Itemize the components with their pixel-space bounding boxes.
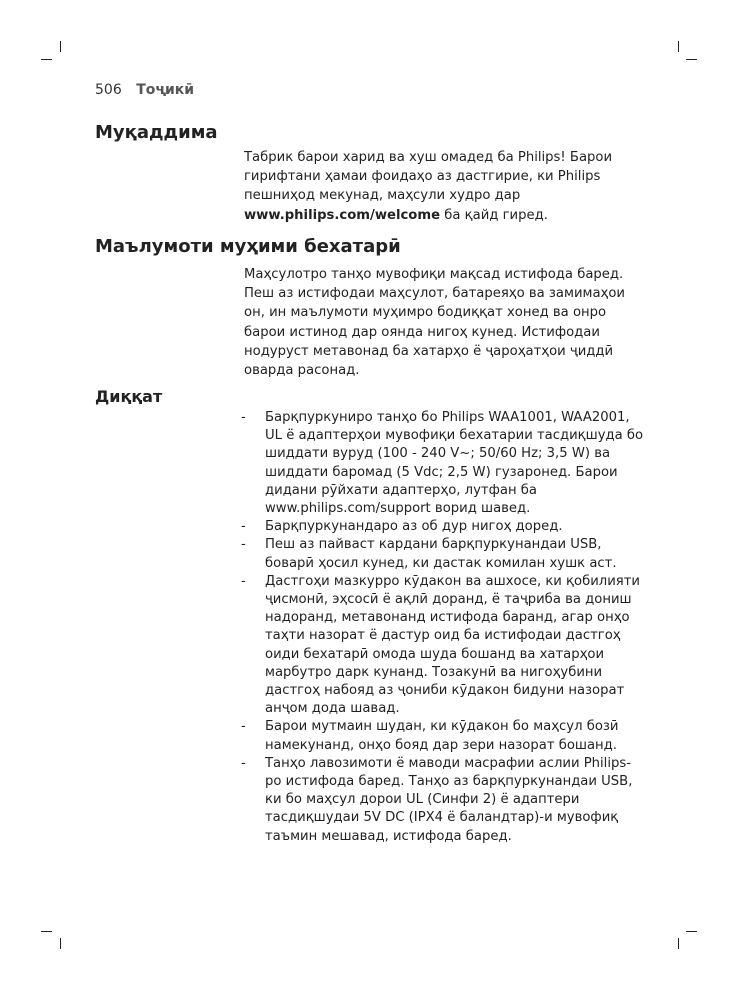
crop-mark xyxy=(686,931,697,932)
crop-mark xyxy=(60,938,61,949)
crop-mark xyxy=(678,938,679,949)
caution-title: Диққат xyxy=(95,387,163,406)
list-item xyxy=(241,536,646,572)
safety-title: Маълумоти муҳими бехатарӣ xyxy=(95,236,401,257)
caution-list xyxy=(241,409,646,846)
list-item-text: Танҳо лавозимоти ё маводи масрафии аслии Philips-ро истифода баред. Танҳо аз барқпуркунандаи USB, ки бо маҳсул дорои UL (Синфи 2) ё адаптери тасдиқшудаи 5V DC (IPX4 ё баландтар)-и мувофиқ таъмин мешавад, истифода баред. xyxy=(265,755,633,844)
intro-title: Муқаддима xyxy=(95,122,218,143)
intro-text-before: Табрик барои харид ва хуш омадед ба Philips! Барои гирифтани ҳамаи фоидаҳо аз дастгирие, ки Philips пешниҳод мекунад, маҳсули худро дар xyxy=(244,150,613,204)
list-item-text: Барои мутмаин шудан, ки кӯдакон бо маҳсул бозӣ намекунанд, онҳо бояд дар зери назорат бошанд. xyxy=(265,719,619,753)
welcome-link[interactable]: www.philips.com/welcome xyxy=(244,207,441,223)
bullet-dash: - xyxy=(241,719,246,735)
list-item-text: Барқпуркунандаро аз об дур нигоҳ доред. xyxy=(265,519,563,535)
bullet-dash: - xyxy=(241,537,246,553)
list-item-text: Барқпуркуниро танҳо бо Philips WAA1001, WAA2001, UL ё адаптерҳои мувофиқи бехатарии тасдиқшуда бо шиддати вуруд (100 - 240 V~; 50/60 Hz; 3,5 W) ва шиддати баромад (5 Vdc; 2,5 W) гузаронед. Барои дидани рӯйхати адаптерҳо, лутфан ба www.philips.com/support ворид шавед. xyxy=(265,410,644,517)
list-item xyxy=(241,755,646,846)
intro-paragraph xyxy=(244,148,644,225)
bullet-dash: - xyxy=(241,755,246,771)
list-item-text: Дастгоҳи мазкурро кӯдакон ва ашхосе, ки қобилияти ҷисмонӣ, эҳсосӣ ё ақлӣ доранд, ё таҷриба ва дониш надоранд, метавонанд истифода баранд, агар онҳо таҳти назорат ё дастур оид ба истифодаи дастгоҳ оиди бехатарӣ омода шуда бошанд ва хатарҳои марбутро дарк кунанд. Тозакунӣ ва нигоҳубини дастгоҳ набояд аз ҷониби кӯдакон бидуни назорат анҷом дода шавад. xyxy=(265,573,640,717)
crop-mark xyxy=(678,41,679,52)
language-label: Тоҷикӣ xyxy=(136,82,195,98)
crop-mark xyxy=(686,59,697,60)
bullet-dash: - xyxy=(241,410,246,425)
list-item xyxy=(241,409,646,518)
page-header xyxy=(95,82,194,98)
page-number: 506 xyxy=(95,82,122,98)
bullet-dash: - xyxy=(241,519,246,535)
crop-mark xyxy=(41,931,52,932)
crop-mark xyxy=(60,41,61,52)
crop-mark xyxy=(41,59,52,60)
list-item xyxy=(241,718,646,754)
list-item xyxy=(241,573,646,719)
intro-text-after: ба қайд гиред. xyxy=(440,207,548,223)
list-item xyxy=(241,518,646,536)
list-item-text: Пеш аз пайваст кардани барқпуркунандаи USB, боварӣ ҳосил кунед, ки дастак комилан хушк аст. xyxy=(265,537,617,571)
bullet-dash: - xyxy=(241,573,246,589)
safety-paragraph: Маҳсулотро танҳо мувофиқи мақсад истифода баред. Пеш аз истифодаи маҳсулот, батареяҳо ва замимаҳои он, ин маълумоти муҳимро бодиққат хонед ва онро барои истинод дар оянда нигоҳ кунед. Истифодаи нодуруст метавонад ба хатарҳо ё ҷароҳатҳои ҷиддӣ оварда расонад. xyxy=(244,267,625,379)
